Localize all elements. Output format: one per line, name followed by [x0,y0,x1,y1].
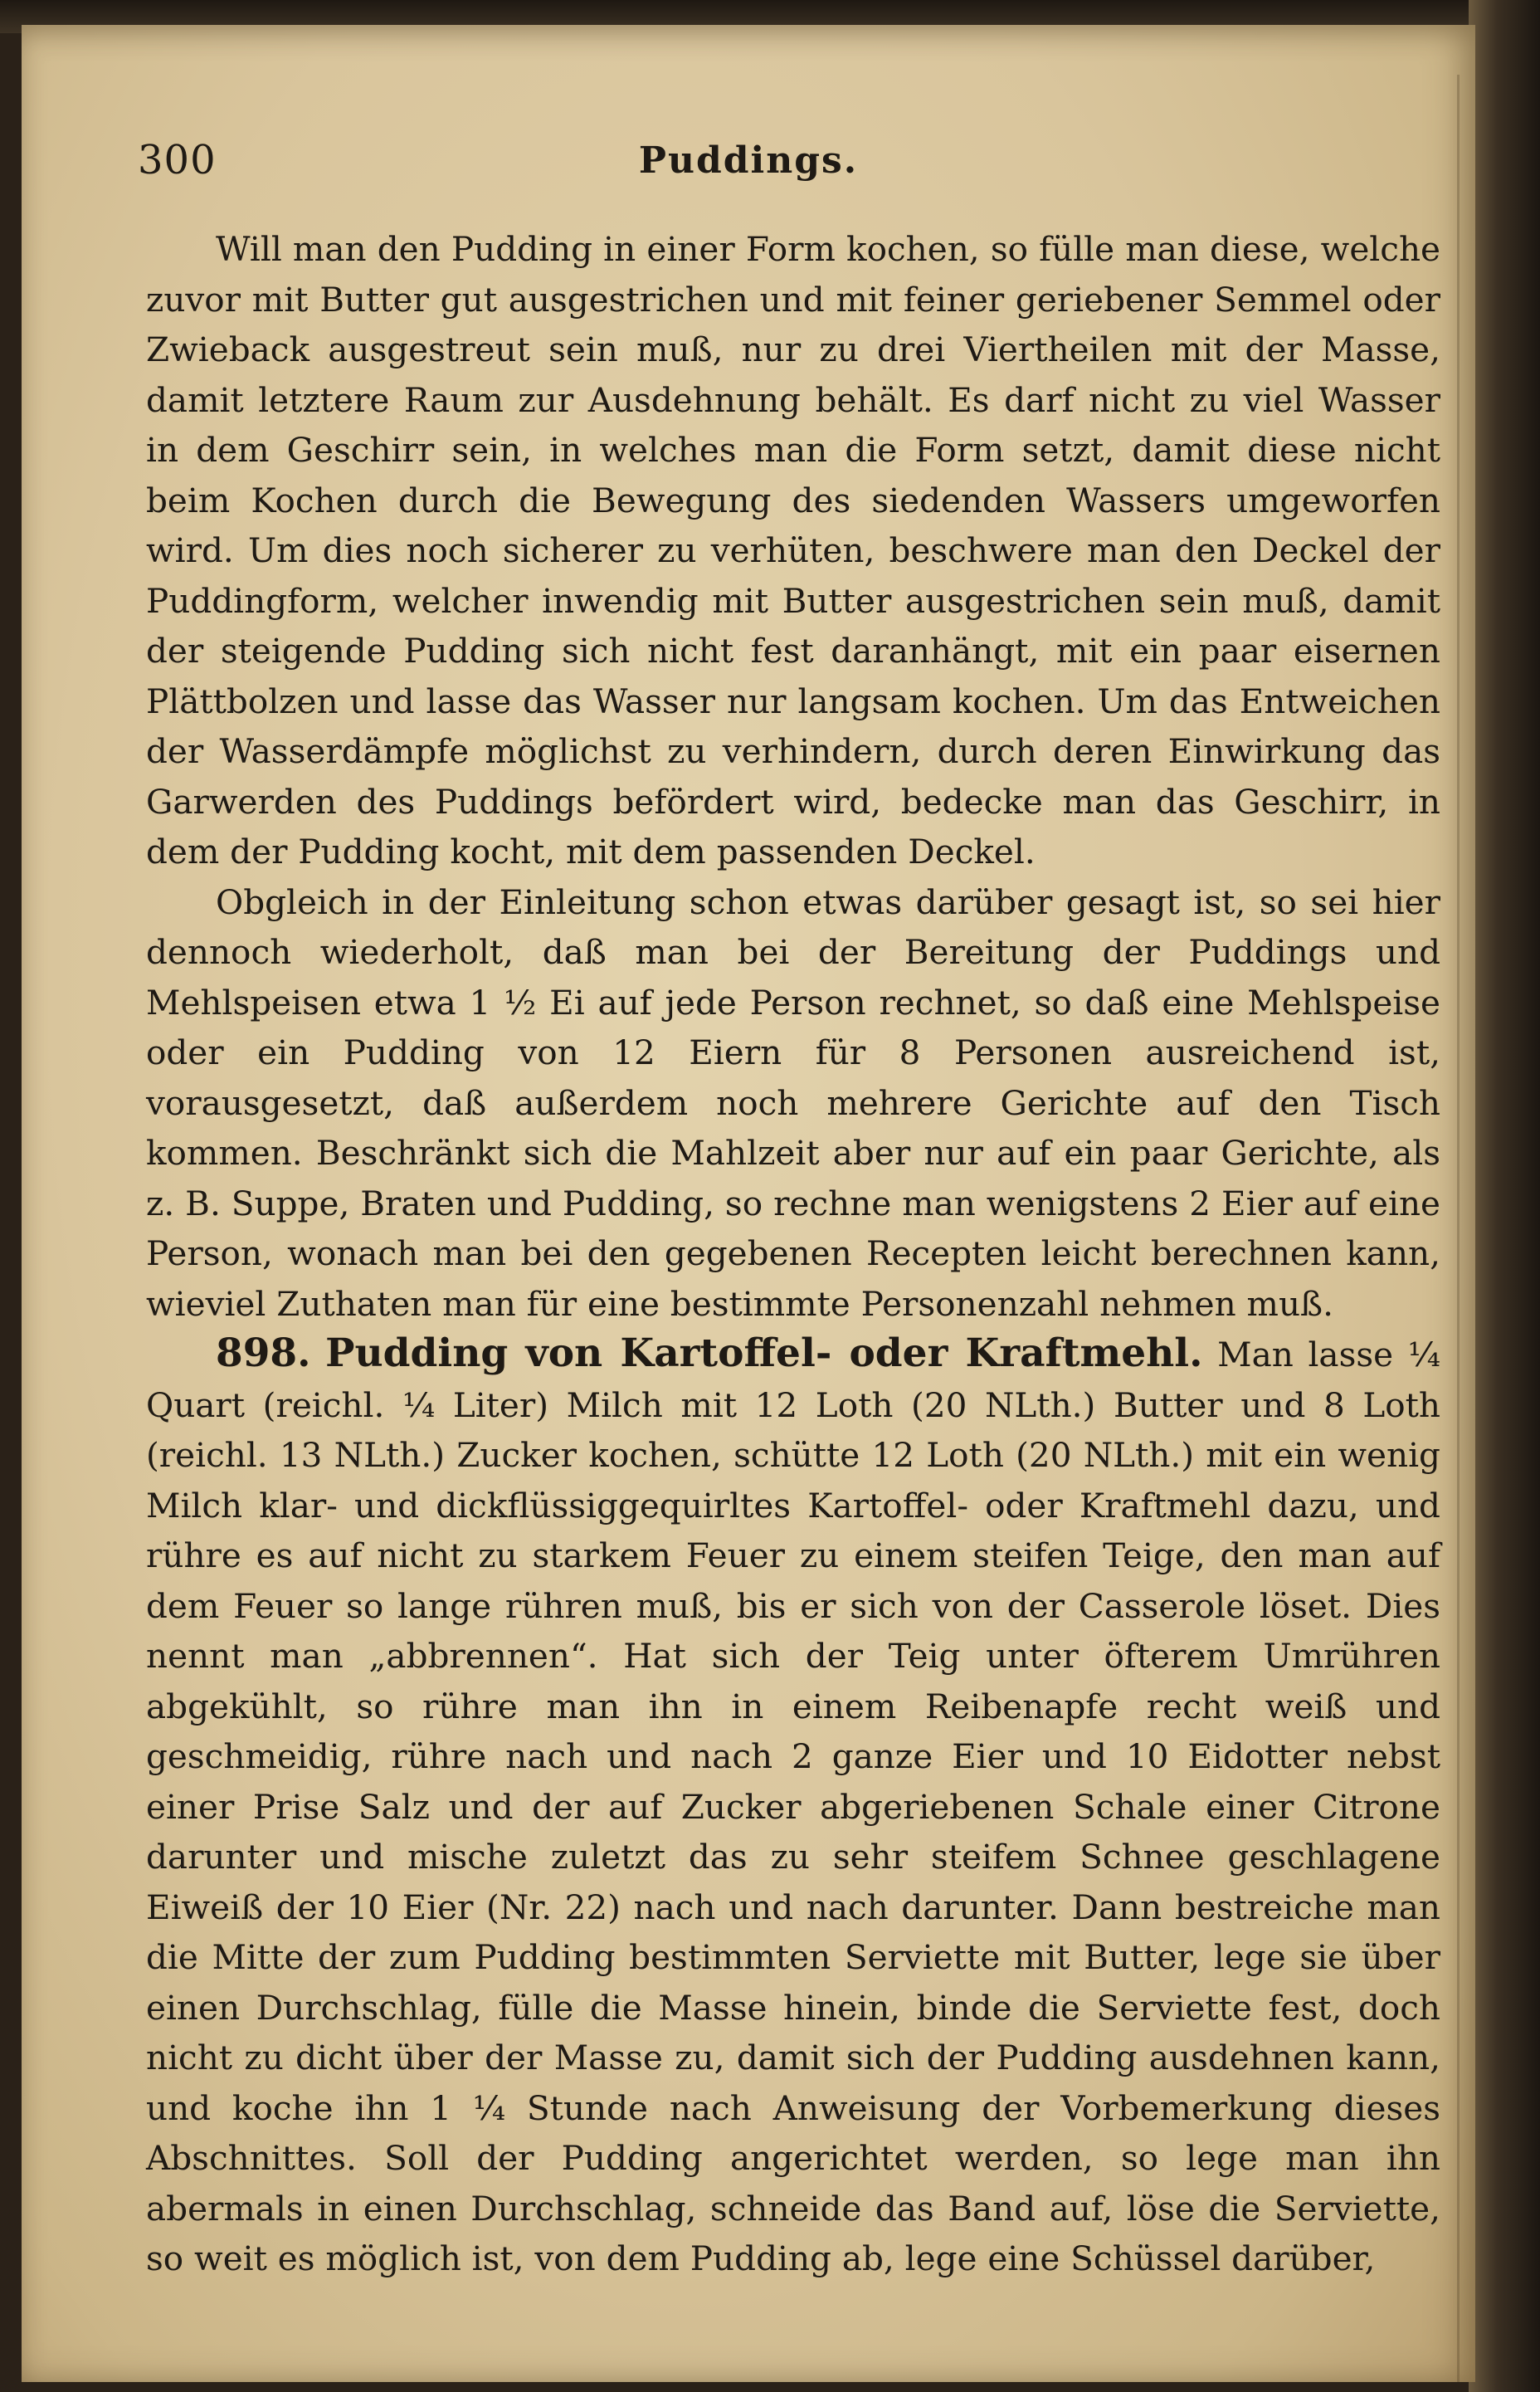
running-head: Puddings. [638,139,859,182]
recipe-number: 898. [216,1330,311,1376]
recipe-898 [146,1329,1440,2284]
paragraph-egg-quantities: Obgleich in der Einleitung schon etwas darüber gesagt ist, so sei hier dennoch wiederholt, daß man bei der Bereitung der Puddings und Mehlspeisen etwa 1 ½ Ei auf jede Person rechnet, so daß eine Mehlspeise oder ein Pudding von 12 Eiern für 8 Personen ausreichend ist, vorausgesetzt, daß außerdem noch mehrere Gerichte auf den Tisch kommen. Beschränkt sich die Mahlzeit aber nur auf ein paar Gerichte, als z. B. Suppe, Braten und Pudding, so rechne man wenigstens 2 Eier auf eine Person, wonach man bei den gegebenen Recepten leicht berechnen kann, wieviel Zuthaten man für eine bestimmte Personenzahl nehmen muß. [146,881,1440,1324]
scan-edge-right [1469,0,1540,2392]
page-number: 300 [138,137,217,183]
body-text [146,224,1440,2284]
paragraph-form-instructions: Will man den Pudding in einer Form kochen, so fülle man diese, welche zuvor mit Butter gut ausgestrichen und mit feiner geriebener Semmel oder Zwieback ausgestreut sein muß, nur zu drei Viertheilen mit der Masse, damit letztere Raum zur Ausdehnung behält. Es darf nicht zu viel Wasser in dem Geschirr sein, in welches man die Form setzt, damit diese nicht beim Kochen durch die Bewegung des siedenden Wassers umgeworfen wird. Um dies noch sicherer zu verhüten, beschwere man den Deckel der Puddingform, welcher inwendig mit Butter ausgestrichen sein muß, damit der steigende Pudding sich nicht fest daranhängt, mit ein paar eisernen Plättbolzen und lasse das Wasser nur langsam kochen. Um das Entweichen der Wasserdämpfe möglichst zu verhindern, durch deren Einwirkung das Garwerden des Puddings befördert wird, bedecke man das Geschirr, in dem der Pudding kocht, mit dem passenden Deckel. [146,229,1440,871]
recipe-title: Pudding von Kartoffel- oder Kraftmehl. [325,1330,1203,1376]
book-page [22,25,1475,2382]
page-edge-shadow [1457,75,1460,2382]
recipe-text: Man lasse ¼ Quart (reichl. ¼ Liter) Milch mit 12 Loth (20 NLth.) Butter und 8 Loth (reichl. 13 NLth.) Zucker kochen, schütte 12 Loth (20 NLth.) mit ein wenig Milch klar- und dickflüssiggequirltes Kartoffel- oder Kraftmehl dazu, und rühre es auf nicht zu starkem Feuer zu einem steifen Teige, den man auf dem Feuer so lange rühren muß, bis er sich von der Casserole löset. Dies nennt man „abbrennen“. Hat sich der Teig unter öfterem Umrühren abgekühlt, so rühre man ihn in einem Reibenapfe recht weiß und geschmeidig, rühre nach und nach 2 ganze Eier und 10 Eidotter nebst einer Prise Salz und der auf Zucker abgeriebenen Schale einer Citrone darunter und mische zuletzt das zu sehr steifem Schnee geschlagene Eiweiß der 10 Eier (Nr. 22) nach und nach darunter. Dann bestreiche man die Mitte der zum Pudding bestimmten Serviette mit Butter, lege sie über einen Durchschlag, fülle die Masse hinein, binde die Serviette fest, doch nicht zu dicht über der Masse zu, damit sich der Pudding ausdehnen kann, und koche ihn 1 ¼ Stunde nach Anweisung der Vorbemerkung dieses Abschnittes. Soll der Pudding angerichtet werden, so lege man ihn abermals in einen Durchschlag, schneide das Band auf, löse die Serviette, so weit es möglich ist, von dem Pudding ab, lege eine Schüssel darüber, [146,1335,1441,2278]
